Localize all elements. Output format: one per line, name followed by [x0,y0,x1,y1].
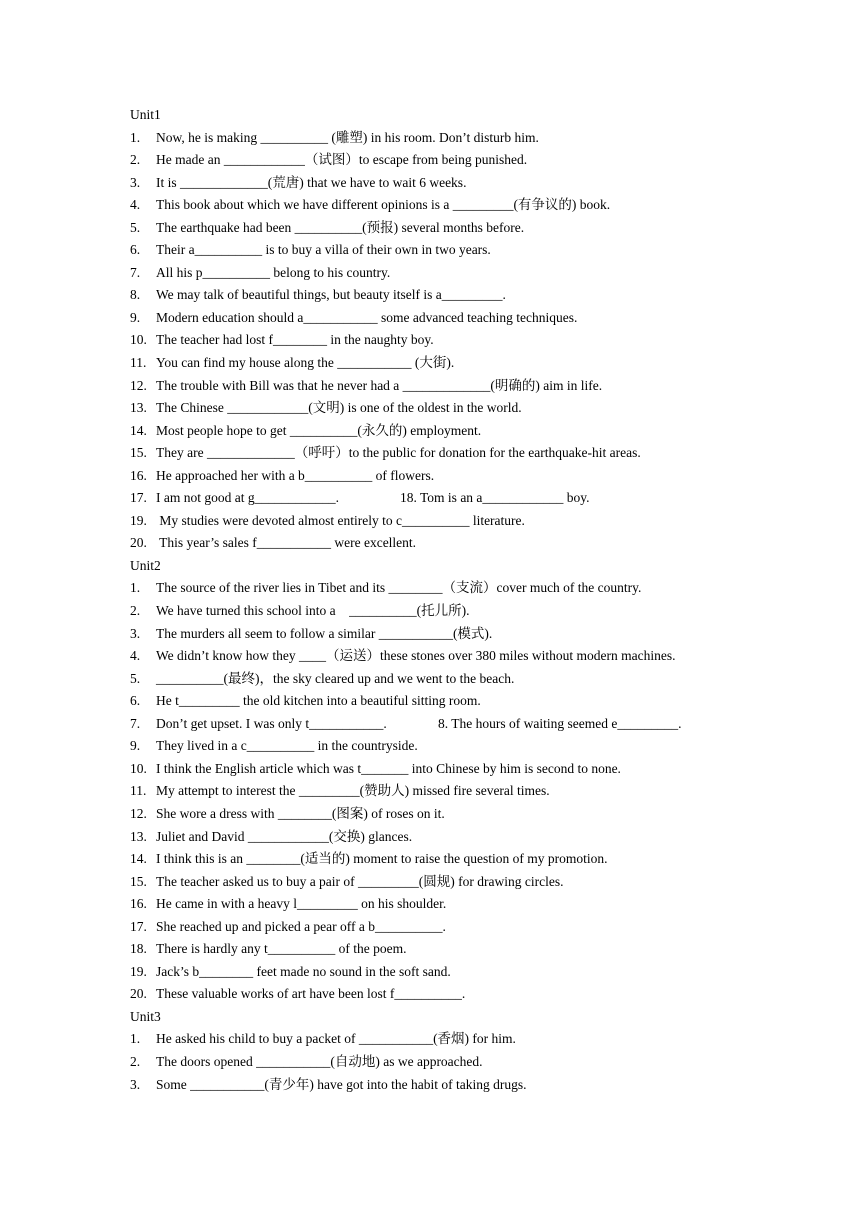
exercise-item [130,645,770,668]
exercise-item [130,352,770,375]
item-sentence: My attempt to interest the _________(赞助人) missed fire several times. [156,783,550,799]
item-sentence: They are _____________（呼吁）to the public for donation for the earthquake-hit areas. [156,445,641,461]
item-sentence: He asked his child to buy a packet of ___________(香烟) for him. [156,1031,516,1047]
item-sentence: He t_________ the old kitchen into a beautiful sitting room. [156,693,481,709]
exercise-item [130,690,770,713]
exercise-item [130,983,770,1006]
exercise-item [130,600,770,623]
section-heading: Unit1 [130,107,161,122]
item-sentence: Some ___________(青少年) have got into the habit of taking drugs. [156,1076,527,1092]
exercise-item [130,465,770,488]
item-sentence: She reached up and picked a pear off a b__________. [156,918,446,934]
item-number: 2. [130,152,141,168]
item-number: 3. [130,625,141,641]
item-number: 1. [130,129,141,145]
exercise-item [130,848,770,871]
exercise-item [130,1028,770,1051]
item-sentence: The doors opened ___________(自动地) as we approached. [156,1053,483,1069]
item-number: 14. [130,422,147,438]
item-number: 12. [130,805,147,821]
item-number: 13. [130,400,147,416]
worksheet [130,104,770,1096]
exercise-item [130,442,770,465]
exercise-item [130,397,770,420]
item-sentence-inline: 18. Tom is an a____________ boy. [400,490,590,506]
item-number: 20. [130,535,147,551]
exercise-item [130,961,770,984]
exercise-item [130,803,770,826]
item-number: 20. [130,986,147,1002]
item-sentence: I am not good at g____________. [156,490,339,506]
item-sentence: This book about which we have different opinions is a _________(有争议的) book. [156,197,611,213]
item-sentence: The Chinese ____________(文明) is one of the oldest in the world. [156,400,522,416]
exercise-item [130,577,770,600]
exercise-item [130,194,770,217]
exercise-item [130,623,770,646]
item-number: 5. [130,219,141,235]
item-number: 11. [130,355,147,371]
item-number: 1. [130,580,141,596]
exercise-item [130,735,770,758]
item-sentence: These valuable works of art have been lost f__________. [156,986,466,1002]
item-sentence: Juliet and David ____________(交换) glances. [156,828,413,844]
item-number: 19. [130,963,147,979]
exercise-item [130,217,770,240]
item-number: 14. [130,851,147,867]
item-sentence: He came in with a heavy l_________ on his shoulder. [156,896,447,912]
exercise-item [130,307,770,330]
item-number: 13. [130,828,147,844]
item-number: 3. [130,174,141,190]
exercise-item [130,329,770,352]
exercise-item [130,893,770,916]
item-sentence: Jack’s b________ feet made no sound in the soft sand. [156,963,451,979]
exercise-item [130,916,770,939]
item-sentence: You can find my house along the ___________ (大街). [156,355,455,371]
exercise-item [130,239,770,262]
item-number: 2. [130,603,141,619]
exercise-item [130,375,770,398]
item-sentence: All his p__________ belong to his country. [156,264,391,280]
item-number: 6. [130,242,141,258]
item-sentence: The teacher asked us to buy a pair of _________(圆规) for drawing circles. [156,873,564,889]
exercise-item [130,487,770,510]
item-sentence: Most people hope to get __________(永久的) employment. [156,422,482,438]
item-number: 15. [130,873,147,889]
item-number: 12. [130,377,147,393]
exercise-item [130,826,770,849]
item-number: 9. [130,309,141,325]
item-sentence: The teacher had lost f________ in the naughty boy. [156,332,434,348]
item-sentence: Modern education should a___________ some advanced teaching techniques. [156,309,578,325]
item-number: 7. [130,715,141,731]
item-sentence: __________(最终)，the sky cleared up and we went to the beach. [156,670,515,686]
item-number: 8. [130,287,141,303]
item-number: 4. [130,648,141,664]
exercise-item [130,532,770,555]
item-sentence: The trouble with Bill was that he never had a _____________(明确的) aim in life. [156,377,603,393]
item-sentence-inline: 8. The hours of waiting seemed e_________. [438,715,682,731]
exercise-item [130,262,770,285]
item-sentence: I think the English article which was t_______ into Chinese by him is second to none. [156,760,621,776]
item-number: 7. [130,264,141,280]
item-number: 17. [130,918,147,934]
item-sentence: I think this is an ________(适当的) moment to raise the question of my promotion. [156,851,608,867]
item-sentence: Their a__________ is to buy a villa of their own in two years. [156,242,491,258]
item-number: 6. [130,693,141,709]
item-sentence: The source of the river lies in Tibet and its ________（支流）cover much of the country. [156,580,642,596]
item-sentence: This year’s sales f___________ were excellent. [156,535,417,551]
exercise-item [130,668,770,691]
item-number: 17. [130,490,147,506]
item-sentence: Don’t get upset. I was only t___________. [156,715,387,731]
section-heading: Unit3 [130,1008,161,1024]
exercise-item [130,780,770,803]
item-sentence: We may talk of beautiful things, but beauty itself is a_________. [156,287,506,303]
item-sentence: It is _____________(荒唐) that we have to wait 6 weeks. [156,174,467,190]
exercise-item [130,938,770,961]
exercise-item [130,510,770,533]
exercise-item [130,172,770,195]
item-sentence: There is hardly any t__________ of the poem. [156,941,407,957]
exercise-item [130,127,770,150]
item-sentence: He approached her with a b__________ of flowers. [156,467,435,483]
exercise-item [130,149,770,172]
exercise-item [130,284,770,307]
exercise-item [130,758,770,781]
item-number: 16. [130,467,147,483]
item-number: 15. [130,445,147,461]
item-sentence: They lived in a c__________ in the countryside. [156,738,418,754]
exercise-item [130,713,770,736]
item-number: 16. [130,896,147,912]
item-number: 10. [130,332,147,348]
item-number: 1. [130,1031,141,1047]
item-number: 10. [130,760,147,776]
item-sentence: She wore a dress with ________(图案) of roses on it. [156,805,445,821]
section-heading: Unit2 [130,557,161,573]
item-number: 2. [130,1053,141,1069]
item-sentence: My studies were devoted almost entirely to c__________ literature. [156,512,525,528]
item-sentence: The murders all seem to follow a similar ___________(模式). [156,625,493,641]
item-sentence: We have turned this school into a __________(托儿所). [156,603,470,619]
item-number: 9. [130,738,141,754]
exercise-item [130,1074,770,1097]
item-sentence: The earthquake had been __________(预报) several months before. [156,219,525,235]
item-number: 5. [130,670,141,686]
item-number: 4. [130,197,141,213]
item-sentence: Now, he is making __________ (雕塑) in his room. Don’t disturb him. [156,129,539,145]
item-number: 18. [130,941,147,957]
item-sentence: He made an ____________（试图）to escape from being punished. [156,152,528,168]
exercise-item [130,1051,770,1074]
exercise-item [130,420,770,443]
exercise-item [130,871,770,894]
item-number: 11. [130,783,147,799]
item-number: 19. [130,512,147,528]
item-number: 3. [130,1076,141,1092]
item-sentence: We didn’t know how they ____（运送）these stones over 380 miles without modern machines. [156,648,676,664]
